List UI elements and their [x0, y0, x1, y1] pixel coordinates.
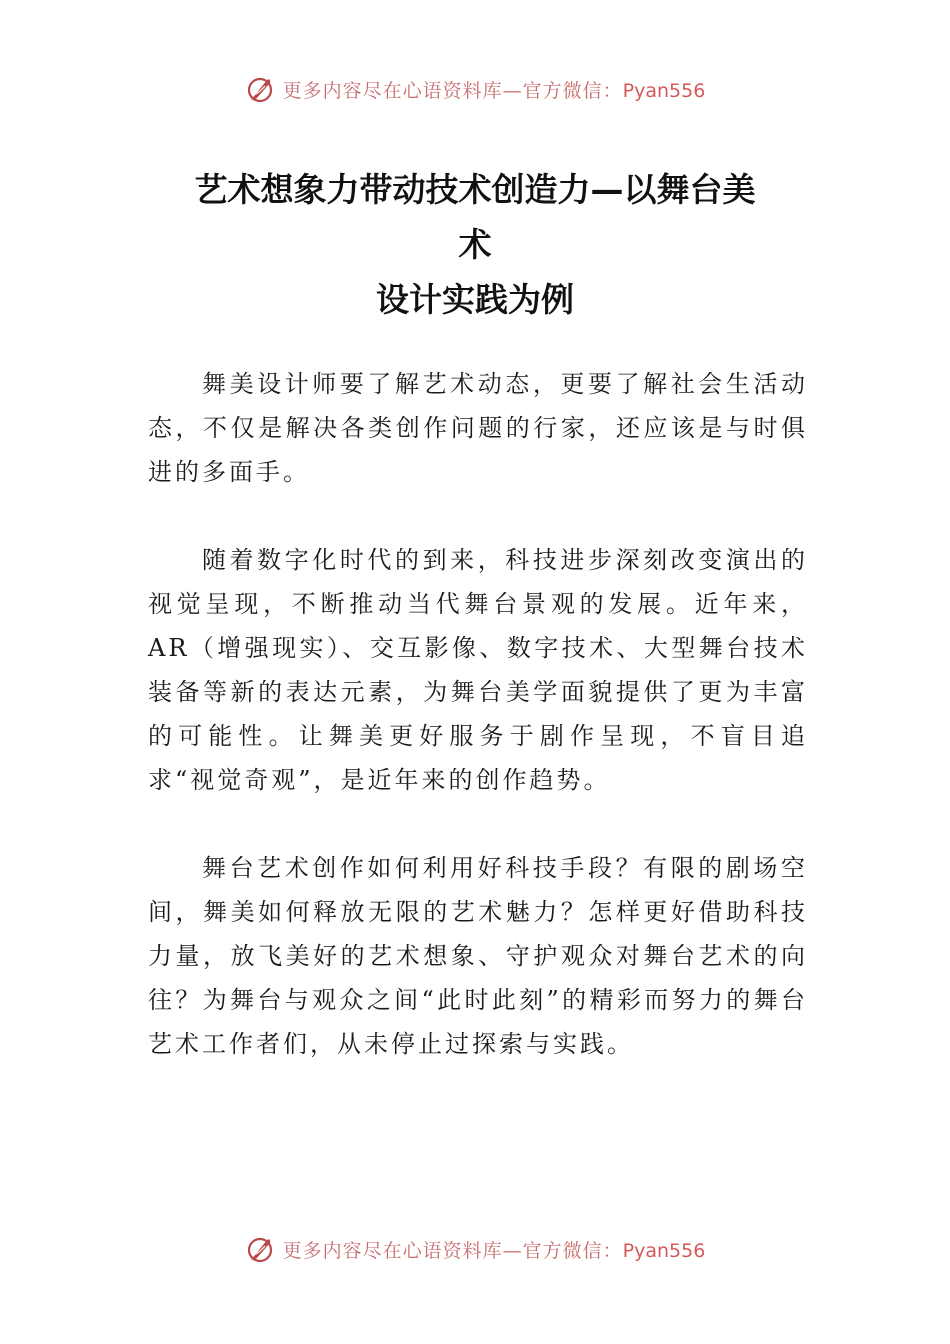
quill-logo-icon [245, 1234, 275, 1264]
paragraph-3: 舞台艺术创作如何利用好科技手段？有限的剧场空间，舞美如何释放无限的艺术魅力？怎样更好借助科技力量，放飞美好的艺术想象、守护观众对舞台艺术的向往？为舞台与观众之间“此时此刻”的精彩而努力的舞台艺术工作者们，从未停止过探索与实践。 [148, 854, 808, 1058]
header-banner [0, 74, 950, 104]
paragraph-2: 随着数字化时代的到来，科技进步深刻改变演出的视觉呈现，不断推动当代舞台景观的发展。近年来，AR（增强现实）、交互影像、数字技术、大型舞台技术装备等新的表达元素，为舞台美学面貌提供了更为丰富的可能性。让舞美更好服务于剧作呈现，不盲目追求“视觉奇观”，是近年来的创作趋势。 [148, 546, 808, 794]
document-title [150, 162, 800, 327]
header-banner-label: 更多内容尽在心语资料库—官方微信： [282, 79, 623, 102]
footer-banner [0, 1234, 950, 1264]
header-banner-text [283, 76, 706, 103]
footer-banner-label: 更多内容尽在心语资料库—官方微信： [282, 1239, 623, 1262]
footer-banner-text [283, 1236, 706, 1263]
document-body [148, 362, 808, 1110]
footer-banner-handle: Pyan556 [622, 1239, 706, 1262]
title-line-3: 设计实践为例 [376, 280, 574, 319]
title-line-2: 术 [458, 225, 492, 264]
header-banner-handle: Pyan556 [622, 79, 706, 102]
quill-logo-icon [245, 74, 275, 104]
title-line-1: 艺术想象力带动技术创造力—以舞台美 [194, 170, 756, 209]
paragraph-1: 舞美设计师要了解艺术动态，更要了解社会生活动态，不仅是解决各类创作问题的行家，还应该是与时俱进的多面手。 [148, 370, 808, 486]
